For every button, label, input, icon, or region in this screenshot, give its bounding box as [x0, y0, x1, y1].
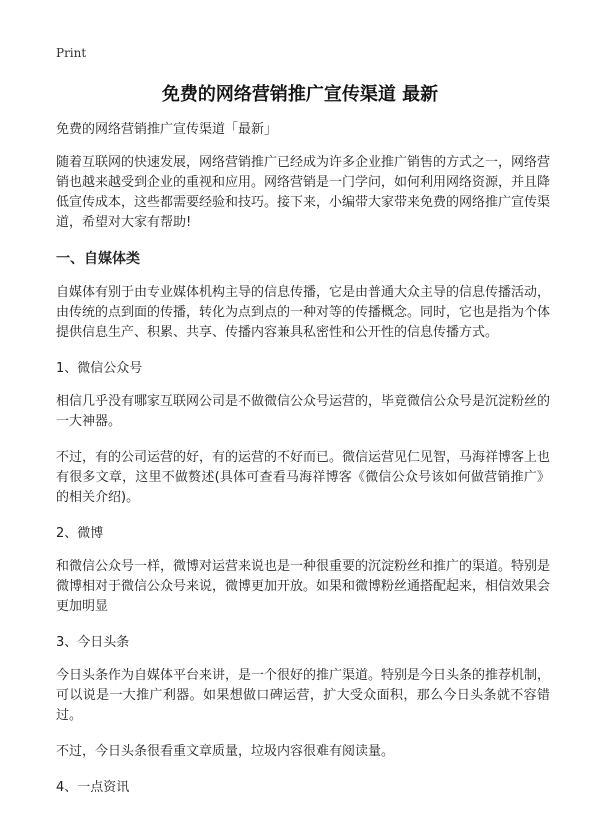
document-body [56, 120, 550, 811]
intro-heading: 免费的网络营销推广宣传渠道「最新」 [56, 122, 278, 137]
item-paragraph: 不过，今日头条很看重文章质量，垃圾内容很难有阅读量。 [56, 744, 395, 759]
item-paragraph: 今日头条作为自媒体平台来讲，是一个很好的推广渠道。特别是今日头条的推荐机制，可以说是一大推广利器。如果想做口碑运营，扩大受众面积，那么今日头条就不容错过。 [56, 668, 551, 723]
item-title-wechat: 1、微信公众号 [56, 361, 143, 376]
item-paragraph: 相信几乎没有哪家互联网公司是不做微信公众号运营的，毕竟微信公众号是沉淀粉丝的一大神器。 [56, 394, 551, 429]
item-paragraph: 不过，有的公司运营的好，有的运营的不好而已。微信运营见仁见智，马海祥博客上也有很多文章，这里不做赘述(具体可查看马海祥博客《微信公众号该如何做营销推广》的相关介绍)。 [56, 450, 551, 505]
print-label[interactable]: Print [56, 46, 87, 60]
item-title-weibo: 2、微博 [56, 526, 104, 541]
section-paragraph: 自媒体有别于由专业媒体机构主导的信息传播，它是由普通大众主导的信息传播活动，由传统的点到面的传播，转化为点到点的一种对等的传播概念。同时，它也是指为个体提供信息生产、积累、共享、传播内容兼具私密性和公开性的信息传播方式。 [56, 285, 551, 340]
section-heading: 一、自媒体类 [56, 251, 140, 267]
item-title-toutiao: 3、今日头条 [56, 635, 130, 650]
page-title: 免费的网络营销推广宣传渠道 最新 [161, 84, 439, 105]
item-title-yidian: 4、一点资讯 [56, 780, 130, 795]
intro-paragraph: 随着互联网的快速发展，网络营销推广已经成为许多企业推广销售的方式之一，网络营销也越来越受到企业的重视和应用。网络营销是一门学问，如何利用网络资源，并且降低宣传成本，这些都需要经验和技巧。接下来，小编带大家带来免费的网络推广宣传渠道，希望对大家有帮助! [56, 155, 551, 230]
item-paragraph: 和微信公众号一样，微博对运营来说也是一种很重要的沉淀粉丝和推广的渠道。特别是微博相对于微信公众号来说，微博更加开放。如果和微博粉丝通搭配起来，相信效果会更加明显 [56, 559, 551, 614]
